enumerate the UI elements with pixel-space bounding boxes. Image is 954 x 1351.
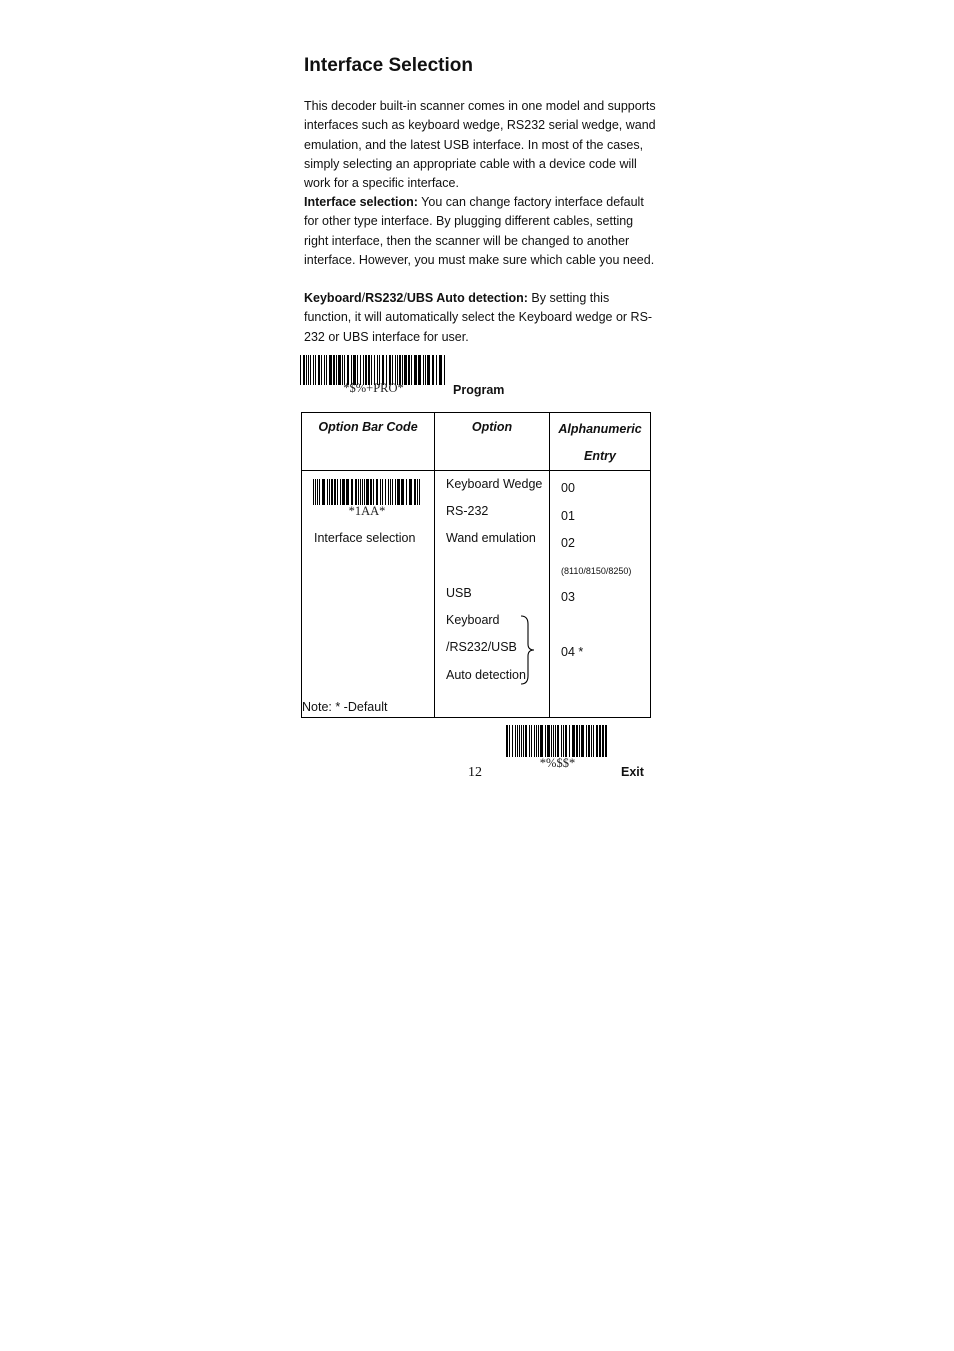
barcode-bar	[565, 725, 567, 757]
barcode-bar	[536, 725, 537, 757]
barcode-bar	[315, 479, 316, 505]
barcode-bar	[519, 725, 520, 757]
entry-01: 01	[561, 509, 575, 523]
barcode-bar	[334, 479, 336, 505]
barcode-bar	[579, 725, 580, 757]
barcode-bar	[509, 725, 510, 757]
barcode-bar	[576, 725, 578, 757]
barcode-bar	[538, 725, 539, 757]
barcode-bar	[364, 479, 365, 505]
barcode-bar	[317, 479, 318, 505]
barcode-bar	[506, 725, 508, 757]
barcode-bar	[329, 479, 330, 505]
barcode-bar	[561, 725, 562, 757]
barcode-bar	[602, 725, 604, 757]
page-title: Interface Selection	[304, 55, 473, 76]
entry-03: 03	[561, 590, 575, 604]
barcode-bar	[581, 725, 584, 757]
barcode-bar	[414, 479, 416, 505]
barcode-bar	[557, 725, 559, 757]
barcode-bar	[401, 479, 404, 505]
barcode-bar	[553, 725, 554, 757]
barcode-bar	[521, 725, 522, 757]
barcode-bar	[388, 479, 389, 505]
option-auto-keyboard: Keyboard	[446, 613, 500, 627]
program-label: Program	[453, 383, 505, 397]
interface-selection-label: Interface selection:	[304, 195, 418, 209]
barcode-bar	[327, 479, 328, 505]
barcode-bar	[591, 725, 592, 757]
barcode-bar	[390, 479, 391, 505]
interface-selection-barcode[interactable]	[312, 479, 422, 505]
barcode-bar	[406, 479, 407, 505]
barcode-bar	[517, 725, 518, 757]
barcode-bar	[593, 725, 594, 757]
barcode-bar	[355, 479, 357, 505]
exit-barcode-caption: *%$$*	[539, 756, 576, 770]
header-option-bar-code: Option Bar Code	[302, 413, 435, 471]
barcode-bar	[337, 479, 338, 505]
auto-detection-label-a: Keyboard	[304, 291, 362, 305]
barcode-bar	[605, 725, 607, 757]
entry-00: 00	[561, 481, 575, 495]
barcode-bar	[525, 725, 527, 757]
barcode-bar	[395, 479, 396, 505]
barcode-bar	[551, 725, 552, 757]
entry-02: 02	[561, 536, 575, 550]
auto-detection-label-c: UBS Auto detection:	[406, 291, 528, 305]
barcode-bar	[534, 725, 535, 757]
default-note: Note: * -Default	[302, 700, 388, 714]
barcode-bar	[392, 479, 393, 505]
barcode-bar	[313, 479, 314, 505]
option-wand-emulation: Wand emulation	[446, 531, 536, 545]
barcode-bar	[382, 479, 383, 505]
option-barcode-cell	[302, 471, 435, 718]
entry-model-note: (8110/8150/8250)	[561, 566, 632, 576]
auto-detection-text: By setting this function, it will automatically select the Keyboard wedge or RS-232 or UBS interface for user.	[304, 291, 653, 344]
barcode-bar	[366, 479, 369, 505]
barcode-bar	[596, 725, 598, 757]
intro-paragraph: This decoder built-in scanner comes in one model and supports interfaces such as keyboard wedge, RS232 serial wedge, wand emulation, and the latest USB interface. In most of the cases, simply selecting an appropriate cable with a device code will work for a specific interface.	[304, 99, 656, 191]
auto-detection-label-b: RS232	[365, 291, 404, 305]
barcode-bar	[547, 725, 550, 757]
barcode-bar	[380, 479, 381, 505]
interface-selection-paragraph	[304, 193, 656, 270]
interface-selection-text: You can change factory interface default for other type interface. By plugging different cables, setting right interface, then the scanner will be changed to another interface. However, you must make sure which cable you need.	[304, 195, 655, 267]
barcode-bar	[346, 479, 349, 505]
barcode-bar	[362, 479, 363, 505]
barcode-bar	[586, 725, 587, 757]
barcode-bar	[373, 479, 374, 505]
barcode-bar	[572, 725, 575, 757]
barcode-bar	[419, 479, 420, 505]
interface-selection-barcode-caption: *1AA*	[348, 504, 386, 518]
option-rs232: RS-232	[446, 504, 489, 518]
page-number: 12	[468, 765, 482, 780]
barcode-bar	[340, 479, 341, 505]
barcode-bar	[540, 725, 543, 757]
barcode-bar	[555, 725, 556, 757]
auto-detection-sep2: /	[403, 291, 407, 305]
program-barcode-caption: *$%+PRO*	[343, 381, 404, 395]
option-auto-rs232-usb: /RS232/USB	[446, 640, 517, 654]
barcode-bar	[515, 725, 516, 757]
barcode-bar	[331, 479, 333, 505]
option-auto-detection: Auto detection	[446, 668, 526, 682]
barcode-bar	[397, 479, 400, 505]
entry-list-cell	[550, 471, 651, 718]
barcode-bar	[342, 479, 345, 505]
barcode-bar	[512, 725, 513, 757]
barcode-bar	[358, 479, 359, 505]
barcode-bar	[417, 479, 418, 505]
header-option: Option	[435, 413, 550, 471]
barcode-bar	[588, 725, 590, 757]
table-header-row	[302, 413, 651, 471]
auto-detection-sep1: /	[361, 291, 366, 305]
barcode-bar	[322, 479, 325, 505]
barcode-bar	[376, 479, 378, 505]
barcode-bar	[563, 725, 564, 757]
option-usb: USB	[446, 586, 472, 600]
barcode-bar	[370, 479, 372, 505]
barcode-bar	[545, 725, 546, 757]
barcode-bar	[319, 479, 320, 505]
barcode-bar	[351, 479, 353, 505]
exit-barcode[interactable]	[505, 725, 610, 757]
barcode-bar	[599, 725, 601, 757]
entry-04-default: 04 *	[561, 645, 584, 659]
barcode-bar	[531, 725, 532, 757]
barcode-bar	[409, 479, 412, 505]
barcode-bar	[569, 725, 570, 757]
barcode-bar	[529, 725, 530, 757]
barcode-bar	[523, 725, 524, 757]
table-body-row	[302, 471, 651, 718]
barcode-bar	[385, 479, 386, 505]
interface-selection-label: Interface selection	[314, 531, 416, 545]
options-table	[301, 412, 651, 718]
option-list-cell	[435, 471, 550, 718]
right-brace-icon	[519, 614, 537, 686]
barcode-bar	[360, 479, 361, 505]
auto-detection-paragraph	[304, 289, 656, 347]
header-alphanumeric-entry: Alphanumeric Entry	[550, 413, 651, 471]
exit-label: Exit	[621, 765, 644, 779]
option-keyboard-wedge: Keyboard Wedge	[446, 477, 543, 491]
